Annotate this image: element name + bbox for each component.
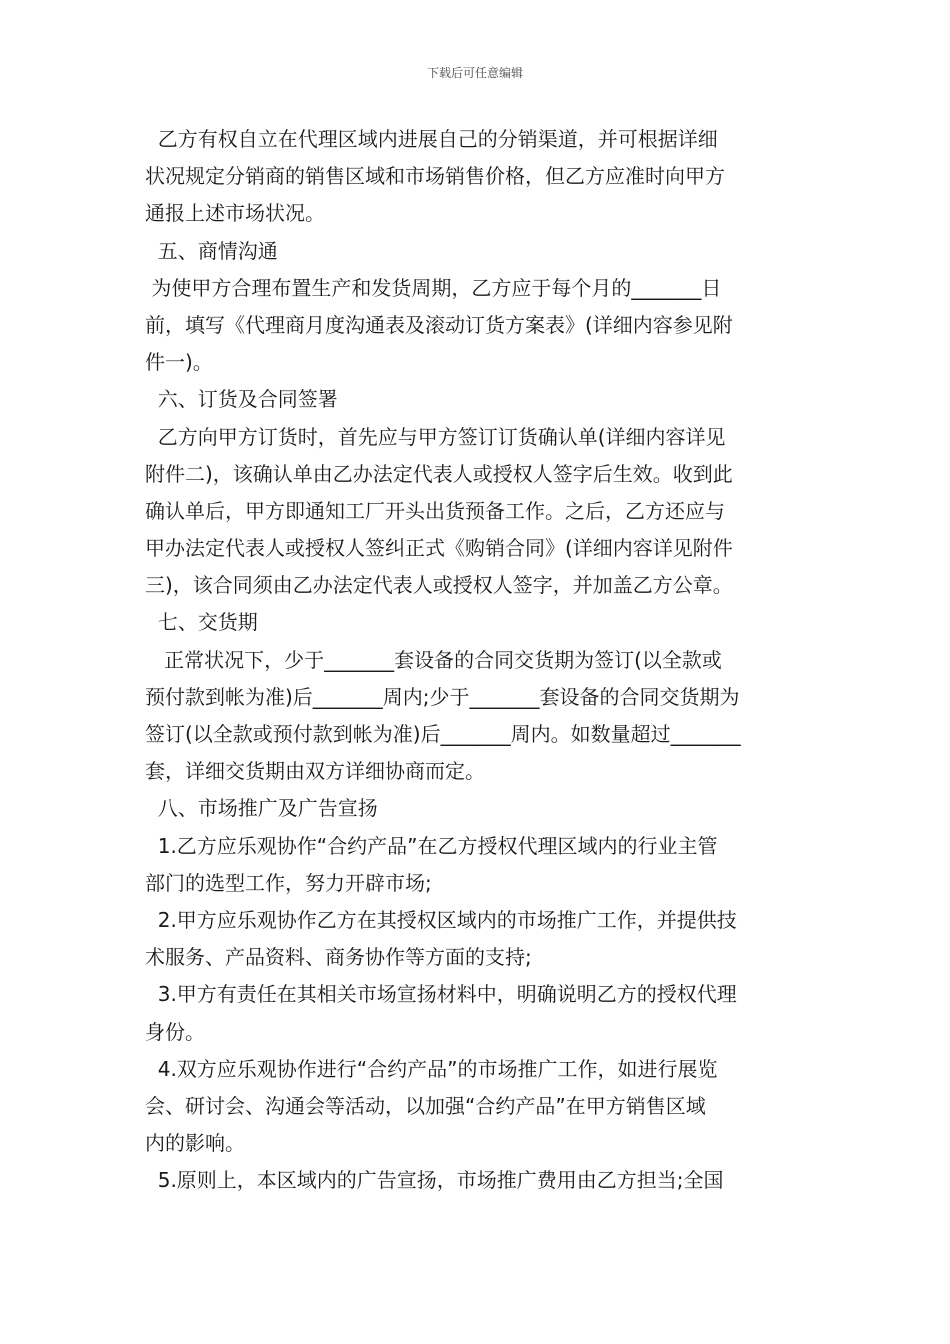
text-line: 签订(以全款或预付款到帐为准)后_______周内。如数量超过_______ — [145, 722, 741, 746]
list-item-3 — [145, 976, 807, 1050]
text-line: 1.乙方应乐观协作“合约产品”在乙方授权代理区域内的行业主管 — [145, 833, 718, 858]
text-line: 预付款到帐为准)后_______周内;少于_______套设备的合同交货期为 — [145, 684, 740, 709]
text-line: 套，详细交货期由双方详细协商而定。 — [145, 759, 485, 784]
text-line: 3.甲方有责任在其相关市场宣扬材料中，明确说明乙方的授权代理 — [145, 982, 737, 1007]
list-item-2 — [145, 902, 807, 976]
text-line: 为使甲方合理布置生产和发货周期，乙方应于每个月的_______日 — [145, 275, 722, 300]
text-line: 正常状况下，少于_______套设备的合同交货期为签订(以全款或 — [145, 647, 722, 672]
text-line: 4.双方应乐观协作进行“合约产品”的市场推广工作，如进行展览 — [145, 1056, 718, 1081]
text-line: 身份。 — [145, 1019, 205, 1044]
list-item-4 — [145, 1051, 807, 1163]
heading-text: 五、商情沟通 — [145, 238, 278, 263]
text-line: 附件二)，该确认单由乙办法定代表人或授权人签字后生效。收到此 — [145, 461, 733, 486]
text-line: 部门的选型工作，努力开辟市场; — [145, 870, 432, 895]
text-line: 确认单后，甲方即通知工厂开头出货预备工作。之后，乙方还应与 — [145, 498, 725, 523]
page-header: 下载后可任意编辑 — [426, 66, 523, 80]
paragraph-distribution-rights — [145, 121, 807, 233]
text-line: 会、研讨会、沟通会等活动，以加强“合约产品”在甲方销售区域 — [145, 1093, 706, 1118]
text-line: 甲办法定代表人或授权人签纠正式《购销合同》(详细内容详见附件 — [145, 536, 733, 561]
section-heading-7 — [145, 604, 807, 641]
section-heading-5 — [145, 233, 807, 270]
section-heading-8 — [145, 790, 807, 827]
heading-text: 八、市场推广及广告宣扬 — [145, 796, 378, 821]
heading-text: 六、订货及合同签署 — [145, 387, 338, 412]
paragraph-delivery — [145, 642, 807, 791]
text-line: 前，填写《代理商月度沟通表及滚动订货方案表》(详细内容参见附 — [145, 312, 733, 337]
text-line: 内的影响。 — [145, 1131, 245, 1156]
text-line: 乙方有权自立在代理区域内进展自己的分销渠道，并可根据详细 — [145, 127, 718, 151]
paragraph-communication — [145, 270, 807, 382]
heading-text: 七、交货期 — [145, 610, 258, 635]
text-line: 2.甲方应乐观协作乙方在其授权区域内的市场推广工作，并提供技 — [145, 907, 737, 932]
text-line: 乙方向甲方订货时，首先应与甲方签订订货确认单(详细内容详见 — [145, 424, 726, 449]
section-heading-6 — [145, 381, 807, 418]
text-line: 件一)。 — [145, 350, 213, 375]
list-item-5 — [145, 1162, 807, 1199]
text-line: 5.原则上，本区域内的广告宣扬，市场推广费用由乙方担当;全国 — [145, 1168, 724, 1193]
document-body — [145, 121, 807, 1199]
list-item-1 — [145, 828, 807, 902]
text-line: 状况规定分销商的销售区域和市场销售价格，但乙方应准时向甲方 — [145, 164, 725, 189]
paragraph-ordering — [145, 419, 807, 605]
text-line: 通报上述市场状况。 — [145, 201, 325, 226]
text-line: 三)，该合同须由乙办法定代表人或授权人签字，并加盖乙方公章。 — [145, 573, 733, 598]
text-line: 术服务、产品资料、商务协作等方面的支持; — [145, 945, 532, 970]
